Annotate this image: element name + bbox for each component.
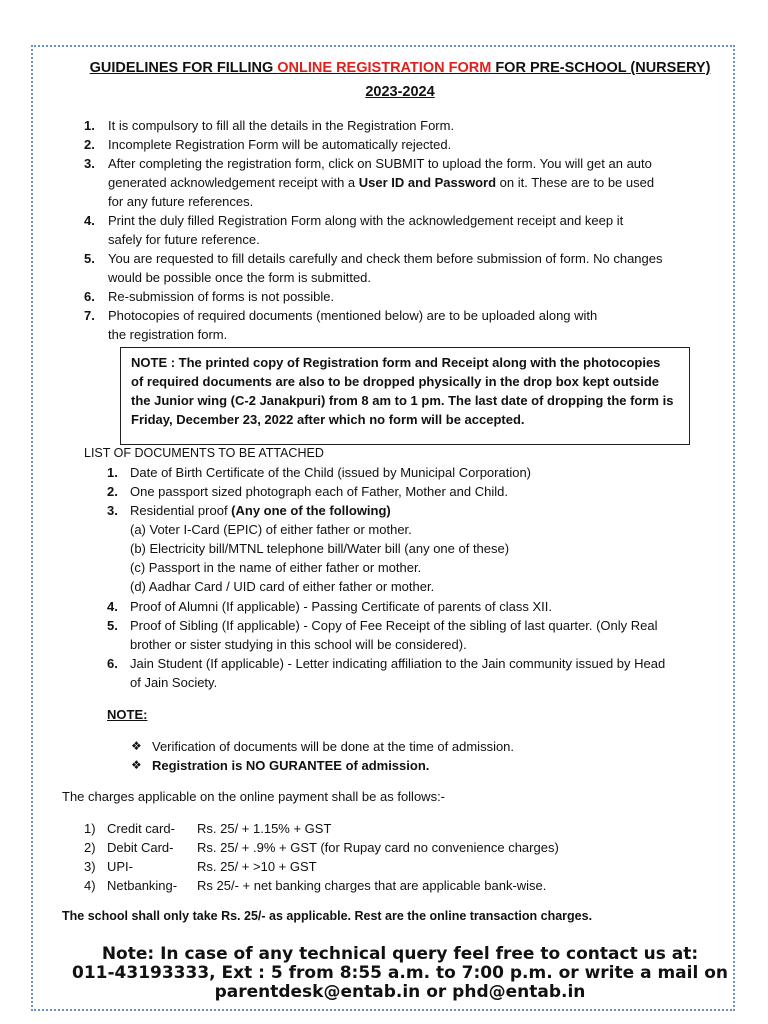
title-prefix: GUIDELINES FOR FILLING — [89, 60, 278, 76]
document-text: Residential proof (Any one of the following) — [130, 503, 391, 518]
guideline-text: for any future references. — [108, 194, 254, 209]
guideline-number: 2. — [84, 137, 95, 152]
document-text: Proof of Sibling (If applicable) - Copy of Fee Receipt of the sibling of last quarter. (Only Real — [130, 618, 658, 633]
guideline-text: Photocopies of required documents (mentioned below) are to be uploaded along with — [108, 308, 598, 323]
charge-label: Credit card- — [107, 821, 175, 836]
guideline-number: 4. — [84, 213, 95, 228]
guideline-number: 5. — [84, 251, 95, 266]
document-number: 2. — [107, 484, 118, 499]
document-text: Date of Birth Certificate of the Child (issued by Municipal Corporation) — [130, 465, 532, 480]
charge-number: 3) — [84, 859, 96, 874]
diamond-bullet-icon: ❖ — [131, 758, 142, 772]
document-text: brother or sister studying in this school will be considered). — [130, 637, 467, 652]
guideline-text: Re-submission of forms is not possible. — [108, 289, 335, 304]
charge-value: Rs. 25/ + .9% + GST (for Rupay card no convenience charges) — [197, 840, 559, 855]
note-box-line: of required documents are also to be dropped physically in the drop box kept outside — [131, 374, 660, 389]
guideline-text: It is compulsory to fill all the details in the Registration Form. — [108, 118, 455, 133]
page-title — [30, 60, 768, 76]
guideline-text: After completing the registration form, click on SUBMIT to upload the form. You will get an auto — [108, 156, 652, 171]
note-box-line: the Junior wing (C-2 Janakpuri) from 8 am to 1 pm. The last date of dropping the form is — [131, 393, 674, 408]
title-suffix: FOR PRE-SCHOOL (NURSERY) — [491, 60, 711, 76]
document-number: 5. — [107, 618, 118, 633]
note-box-line: Friday, December 23, 2022 after which no form will be accepted. — [131, 412, 525, 427]
document-text: Jain Student (If applicable) - Letter indicating affiliation to the Jain community issued by Head — [130, 656, 666, 671]
contact-line: parentdesk@entab.in or phd@entab.in — [214, 982, 586, 1002]
guideline-number: 7. — [84, 308, 95, 323]
guideline-number: 6. — [84, 289, 95, 304]
document-number: 1. — [107, 465, 118, 480]
guideline-text: You are requested to fill details carefully and check them before submission of form. No changes — [108, 251, 663, 266]
document-number: 3. — [107, 503, 118, 518]
title-year: 2023-2024 — [365, 84, 435, 100]
contact-line: 011-43193333, Ext : 5 from 8:55 a.m. to 7:00 p.m. or write a mail on — [72, 963, 728, 983]
charge-number: 2) — [84, 840, 96, 855]
charge-number: 4) — [84, 878, 96, 893]
guideline-text: the registration form. — [108, 327, 228, 342]
charge-value: Rs. 25/ + >10 + GST — [197, 859, 317, 874]
guideline-number: 1. — [84, 118, 95, 133]
guideline-number: 3. — [84, 156, 95, 171]
charges-intro: The charges applicable on the online payment shall be as follows:- — [62, 789, 446, 804]
diamond-bullet-icon: ❖ — [131, 739, 142, 753]
document-text: One passport sized photograph each of Father, Mother and Child. — [130, 484, 508, 499]
document-sub-item: (a) Voter I-Card (EPIC) of either father or mother. — [130, 522, 412, 537]
note-box-line: NOTE : The printed copy of Registration form and Receipt along with the photocopies — [131, 355, 661, 370]
guideline-text: Print the duly filled Registration Form along with the acknowledgement receipt and keep it — [108, 213, 624, 228]
contact-line: Note: In case of any technical query feel free to contact us at: — [101, 944, 699, 964]
title-highlight: ONLINE REGISTRATION FORM — [277, 60, 492, 76]
document-sub-item: (d) Aadhar Card / UID card of either father or mother. — [130, 579, 435, 594]
charge-value: Rs 25/- + net banking charges that are applicable bank-wise. — [197, 878, 547, 893]
charge-value: Rs. 25/ + 1.15% + GST — [197, 821, 332, 836]
note-heading: NOTE: — [107, 707, 148, 722]
charges-footer: The school shall only take Rs. 25/- as applicable. Rest are the online transaction charges. — [62, 909, 593, 923]
note-box — [120, 347, 690, 445]
document-number: 6. — [107, 656, 118, 671]
document-number: 4. — [107, 599, 118, 614]
charge-label: Netbanking- — [107, 878, 178, 893]
note-bullet: Registration is NO GURANTEE of admission. — [152, 758, 430, 773]
guideline-text: would be possible once the form is submitted. — [108, 270, 372, 285]
document-sub-item: (c) Passport in the name of either father or mother. — [130, 560, 422, 575]
document-text: of Jain Society. — [130, 675, 218, 690]
documents-heading: LIST OF DOCUMENTS TO BE ATTACHED — [84, 446, 324, 460]
document-sub-item: (b) Electricity bill/MTNL telephone bill/Water bill (any one of these) — [130, 541, 510, 556]
charge-label: UPI- — [107, 859, 133, 874]
guideline-text: safely for future reference. — [108, 232, 260, 247]
charge-label: Debit Card- — [107, 840, 174, 855]
document-text: Proof of Alumni (If applicable) - Passing Certificate of parents of class XII. — [130, 599, 552, 614]
charge-number: 1) — [84, 821, 96, 836]
guideline-text: Incomplete Registration Form will be automatically rejected. — [108, 137, 452, 152]
guideline-text: generated acknowledgement receipt with a User ID and Password on it. These are to be used — [108, 175, 655, 190]
note-bullet: Verification of documents will be done at the time of admission. — [152, 739, 515, 754]
